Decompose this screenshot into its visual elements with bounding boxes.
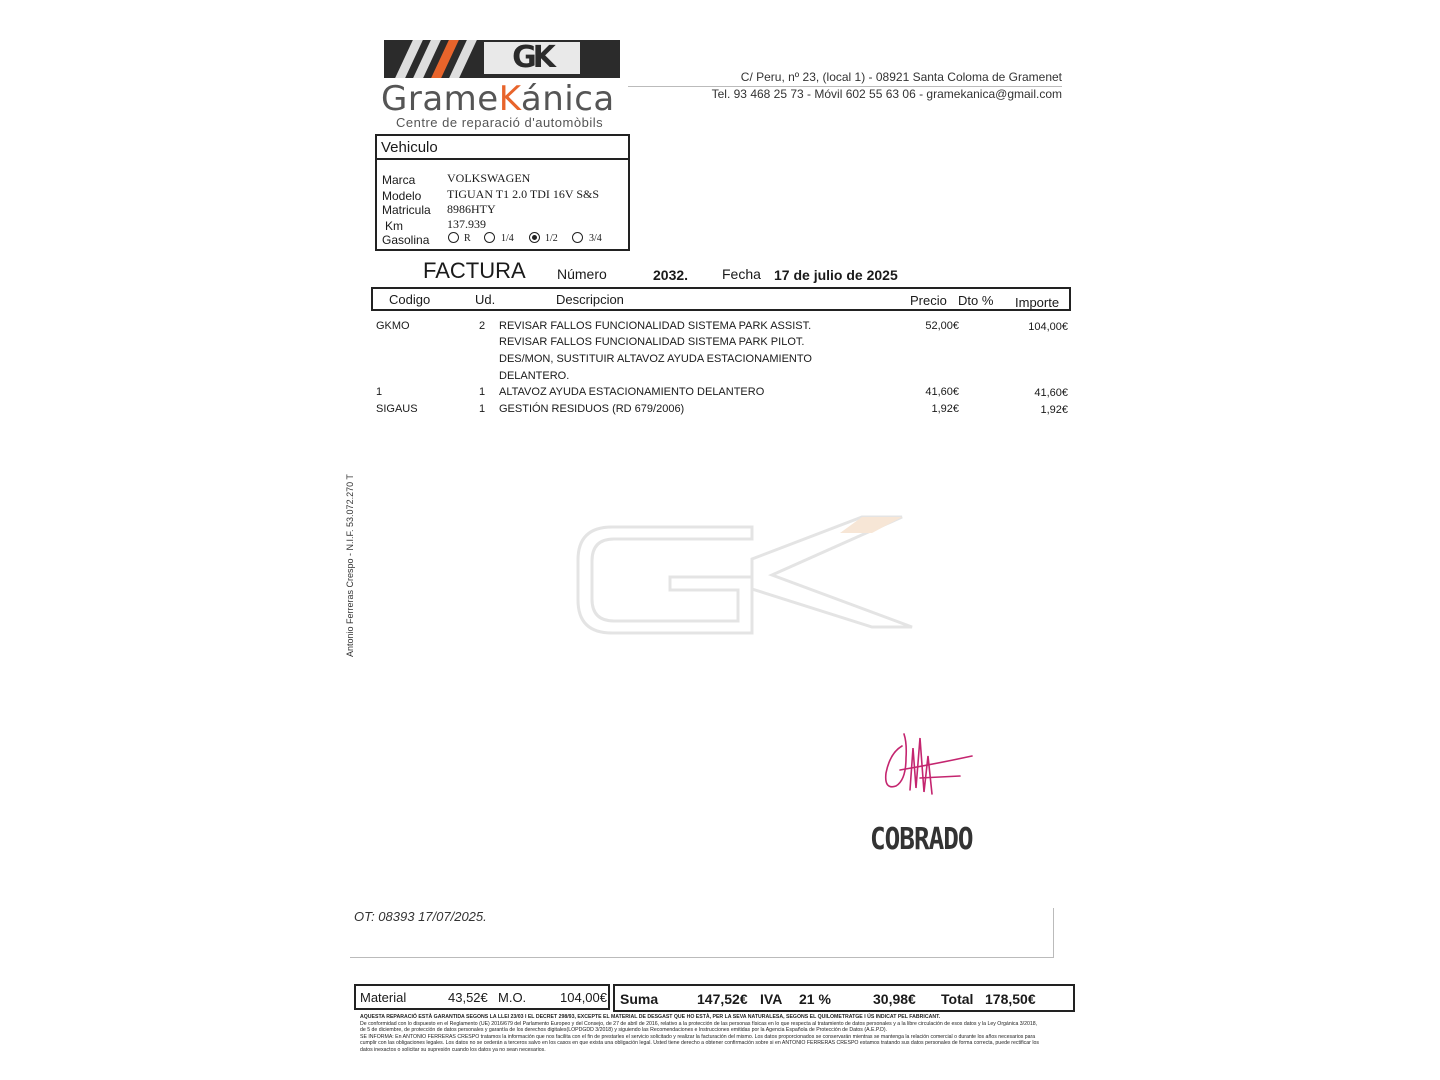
row-codigo: 1 <box>376 386 383 398</box>
totals-box <box>613 984 1075 1012</box>
header-descripcion: Descripcion <box>556 292 624 307</box>
header-dto: Dto % <box>958 293 994 308</box>
company-name-k: K <box>498 79 521 119</box>
row-desc-line: GESTIÓN RESIDUOS (RD 679/2006) <box>499 403 685 415</box>
invoice-number-value: 2032. <box>653 267 689 283</box>
fuel-radio-quarter <box>484 232 495 243</box>
logo-monogram: GK <box>484 42 580 74</box>
fuel-label-r: R <box>464 233 471 244</box>
fuel-label-quarter: 1/4 <box>501 233 514 244</box>
labor-label: M.O. <box>498 990 527 1005</box>
divider <box>350 957 1054 958</box>
vehicle-value-modelo: TIGUAN T1 2.0 TDI 16V S&S <box>447 187 600 201</box>
total-label: Total <box>941 991 974 1007</box>
row-importe: 1,92€ <box>1040 404 1068 416</box>
legal-text <box>360 1014 1040 1053</box>
side-nif-text-container <box>343 452 357 657</box>
fuel-radio-r <box>448 232 459 243</box>
row-desc-line: ALTAVOZ AYUDA ESTACIONAMIENTO DELANTERO <box>499 386 765 398</box>
company-contact: Tel. 93 468 25 73 - Móvil 602 55 63 06 - gramekanica@gmail.com <box>711 87 1062 101</box>
company-name-part2: ánica <box>520 79 615 119</box>
vehicle-label-matricula: Matricula <box>382 203 431 217</box>
material-value: 43,52€ <box>448 990 488 1005</box>
header-precio: Precio <box>910 293 947 308</box>
invoice-number-label: Número <box>557 266 607 282</box>
legal-paragraph: SE INFORMA: En ANTONIO FERRERAS CRESPO tratamos la información que nos facilita con el fin de prestarles el servicio solicitado y realizar la facturación del mismo. Los datos proporcionados se conservarán mientras se mantenga la relación comercial o durante los años necesarios para cumplir con las obligaciones legales. Los datos no se cederán a terceros salvo en los casos en que exista una obligación legal. Usted tiene derecho a obtener confirmación sobre si en ANTONIO FERRERAS CRESPO estamos tratando sus datos personales de forma correcta, puede rectificar los datos inexactos o solicitar su supresión cuando los datos ya no sean necesarios. <box>360 1033 1039 1053</box>
fuel-radio-three-quarter <box>572 232 583 243</box>
vehicle-value-km: 137.939 <box>447 217 486 231</box>
row-ud: 1 <box>479 386 486 398</box>
company-name <box>381 80 615 118</box>
row-desc-line: REVISAR FALLOS FUNCIONALIDAD SISTEMA PARK ASSIST. <box>499 320 812 332</box>
invoice-date-value: 17 de julio de 2025 <box>774 267 898 283</box>
signature-icon <box>880 728 975 800</box>
material-labor-box <box>354 984 610 1010</box>
vehicle-label-km: Km <box>385 219 403 233</box>
row-codigo: GKMO <box>376 320 410 332</box>
side-nif-text: Antonio Ferreras Crespo - N.I.F. 53.072.270 T <box>345 474 355 657</box>
vehicle-label-gasolina: Gasolina <box>382 233 430 247</box>
labor-value: 104,00€ <box>560 990 607 1005</box>
items-table-header <box>371 287 1071 311</box>
vehicle-box-title: Vehiculo <box>377 136 628 160</box>
vehicle-label-marca: Marca <box>382 173 416 187</box>
subtotal-label: Suma <box>620 991 659 1007</box>
row-precio: 41,60€ <box>925 386 959 398</box>
header-importe: Importe <box>1015 295 1060 310</box>
legal-paragraph: AQUESTA REPARACIÓ ESTÀ GARANTIDA SEGONS LA LLEI 23/03 I EL DECRET 298/93, EXCEPTE EL MATERIAL DE DESGAST QUE HO ESTÀ, PER LA SEVA NATURALESA, SEGONS EL QUILOMETRATGE I ÚS INDICAT PEL FABRICANT. <box>360 1014 941 1020</box>
vehicle-value-matricula: 8986HTY <box>447 202 496 216</box>
company-subtitle: Centre de reparació d'automòbils <box>396 115 604 130</box>
legal-paragraph: De conformidad con lo dispuesto en el Reglamento (UE) 2016/679 del Parlamento Europeo y del Consejo, de 27 de abril de 2016, relativo a la protección de las personas físicas en lo que respecta al tratamiento de datos personales y a la libre circulación de esos datos y la Ley Orgánica 3/2018, de 5 de diciembre, de protección de datos personales y garantía de los derechos digitales(LOPDGDD 3/2018) y siguiendo las Recomendaciones e Instrucciones emitidas por la Agencia Española de Protección de Datos (A.E.P.D). <box>360 1020 1038 1033</box>
vat-value: 30,98€ <box>873 991 916 1007</box>
invoice-date-label: Fecha <box>722 266 761 282</box>
invoice-title: FACTURA <box>423 258 526 283</box>
row-precio: 1,92€ <box>931 403 959 415</box>
company-address: C/ Peru, nº 23, (local 1) - 08921 Santa Coloma de Gramenet <box>628 70 1062 87</box>
vehicle-box <box>375 134 630 251</box>
vehicle-value-marca: VOLKSWAGEN <box>447 171 531 185</box>
vehicle-label-modelo: Modelo <box>382 189 422 203</box>
row-ud: 1 <box>479 403 486 415</box>
row-importe: 104,00€ <box>1028 321 1068 333</box>
vat-rate: 21 % <box>799 991 831 1007</box>
row-desc-line: REVISAR FALLOS FUNCIONALIDAD SISTEMA PARK PILOT. <box>499 336 805 348</box>
header-codigo: Codigo <box>389 292 431 307</box>
row-desc-line: DES/MON, SUSTITUIR ALTAVOZ AYUDA ESTACIONAMIENTO <box>499 353 812 365</box>
material-label: Material <box>360 990 407 1005</box>
company-logo <box>384 40 620 78</box>
fuel-radio-half <box>529 232 540 243</box>
company-name-part1: Grame <box>381 79 499 119</box>
row-ud: 2 <box>479 320 486 332</box>
fuel-label-half: 1/2 <box>545 233 558 244</box>
row-codigo: SIGAUS <box>376 403 418 415</box>
divider <box>1053 908 1054 958</box>
work-order-note: OT: 08393 17/07/2025. <box>354 909 487 924</box>
paid-stamp: COBRADO <box>870 822 973 858</box>
vat-label: IVA <box>760 991 783 1007</box>
fuel-label-three-quarter: 3/4 <box>589 233 602 244</box>
watermark-logo-icon <box>572 515 917 640</box>
row-importe: 41,60€ <box>1034 387 1068 399</box>
row-precio: 52,00€ <box>925 320 959 332</box>
subtotal-value: 147,52€ <box>697 991 748 1007</box>
row-desc-line: DELANTERO. <box>499 370 570 382</box>
header-ud: Ud. <box>475 292 496 307</box>
total-value: 178,50€ <box>985 991 1036 1007</box>
